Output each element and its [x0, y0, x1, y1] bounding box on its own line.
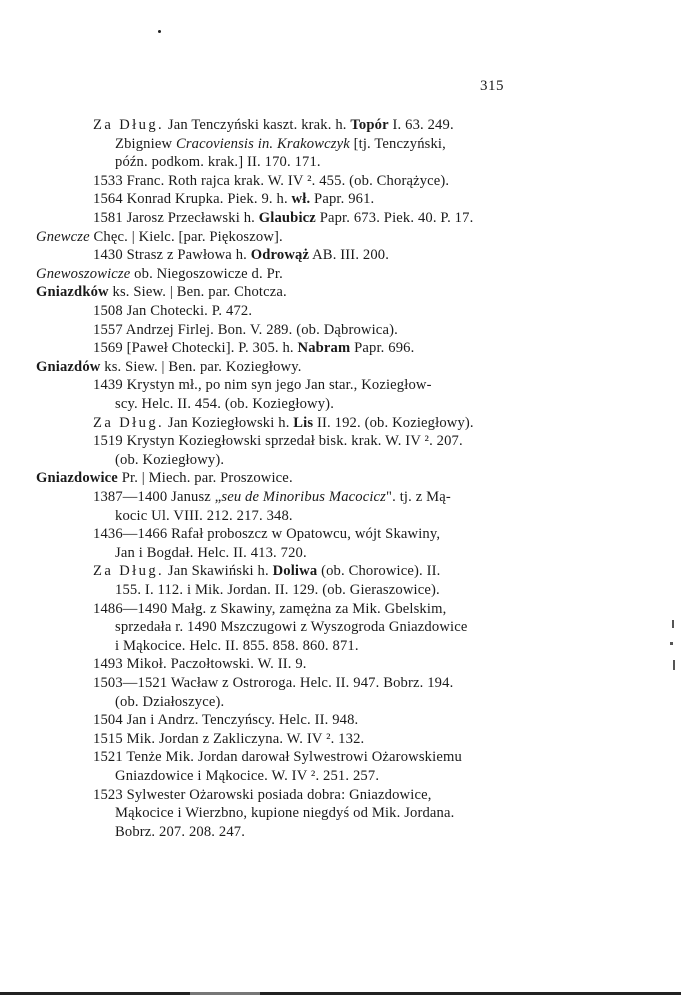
text-run: 1569 [Paweł Chotecki]. P. 305. h.	[93, 340, 298, 357]
text-line	[115, 451, 224, 469]
margin-scan-marks	[668, 620, 680, 680]
text-line	[93, 655, 307, 673]
text-run: ob. Niegoszowicze d. Pr.	[130, 265, 283, 282]
text-line	[115, 767, 379, 785]
text-line	[93, 488, 451, 506]
text-line	[36, 228, 283, 246]
text-line	[93, 321, 398, 339]
text-line	[93, 711, 358, 729]
text-line	[115, 395, 334, 413]
text-run: (ob. Działoszyce).	[115, 693, 225, 710]
text-run: 1387—1400 Janusz „	[93, 489, 222, 505]
text-line	[115, 135, 446, 153]
entry-heading: Glaubicz	[258, 210, 316, 226]
text-run: 1557 Andrzej Firlej. Bon. V. 289. (ob. Dąbrowica).	[93, 321, 398, 338]
text-run: 1515 Mik. Jordan z Zakliczyna. W. IV ². 132.	[93, 730, 365, 747]
text-run: 1508 Jan Chotecki. P. 472.	[93, 303, 253, 319]
text-run: Pr. | Miech. par. Proszowice.	[117, 470, 293, 487]
ink-dot	[158, 30, 161, 33]
text-run: 155. I. 112. i Mik. Jordan. II. 129. (ob. Gieraszowice).	[115, 582, 440, 598]
text-run: Papr. 961.	[310, 191, 375, 208]
text-line	[93, 674, 453, 692]
italic-term: Gnewoszowicze	[36, 265, 131, 282]
text-line	[93, 786, 432, 804]
text-line	[93, 562, 440, 580]
text-line	[93, 339, 414, 357]
text-line	[93, 246, 389, 264]
text-run: Chęc. | Kielc. [par. Piękoszow].	[89, 228, 283, 245]
text-line	[115, 544, 307, 562]
text-run: ". tj. z Mą-	[386, 489, 451, 505]
text-run: 1523 Sylwester Ożarowski posiada dobra: Gniazdowice,	[93, 786, 432, 803]
text-line	[115, 618, 467, 636]
text-line	[115, 507, 293, 525]
text-run: Bobrz. 207. 208. 247.	[115, 823, 246, 840]
text-run: 1581 Jarosz Przecławski h.	[93, 210, 259, 226]
text-run: (ob. Koziegłowy).	[115, 451, 225, 468]
text-line	[93, 414, 474, 432]
text-run: 1439 Krystyn mł., po nim syn jego Jan star., Koziegłow-	[93, 377, 432, 394]
text-line	[93, 600, 446, 618]
text-run: ks. Siew. | Ben. par. Koziegłowy.	[100, 358, 302, 375]
text-run: i Mąkocice. Helc. II. 855. 858. 860. 871.	[115, 637, 359, 654]
text-run: AB. III. 200.	[309, 247, 390, 264]
text-run: 1430 Strasz z Pawłowa h.	[93, 247, 251, 264]
text-line	[93, 190, 374, 208]
text-run: 1436—1466 Rafał proboszcz w Opatowcu, wójt Skawiny,	[93, 526, 441, 543]
text-line	[36, 283, 287, 301]
text-run: 1493 Mikoł. Paczołtowski. W. II. 9.	[93, 656, 307, 673]
text-line	[93, 302, 252, 320]
text-line	[93, 432, 463, 450]
entry-heading: Gniazdków	[36, 284, 109, 301]
text-line	[115, 153, 321, 171]
text-line	[93, 116, 454, 134]
text-run: 1503—1521 Wacław z Ostroroga. Helc. II. 947. Bobrz. 194.	[93, 675, 454, 691]
text-run: Papr. 696.	[350, 340, 415, 357]
text-line	[115, 581, 440, 599]
entry-heading: Nabram	[297, 340, 351, 357]
bottom-border	[0, 992, 681, 995]
text-run: (ob. Chorowice). II.	[317, 563, 441, 580]
text-run: 1504 Jan i Andrz. Tenczyńscy. Helc. II. 948.	[93, 712, 359, 729]
text-run: Jan Koziegłowski h.	[164, 414, 294, 431]
text-line	[115, 693, 224, 711]
text-line	[93, 172, 449, 190]
text-line	[93, 209, 473, 227]
text-run: późn. podkom. krak.] II. 170. 171.	[115, 154, 321, 171]
text-run: 1533 Franc. Roth rajca krak. W. IV ². 455. (ob. Chorążyce).	[93, 172, 450, 189]
text-line	[115, 804, 454, 822]
text-run: ks. Siew. | Ben. par. Chotcza.	[108, 284, 287, 301]
spaced-term: Za Dług.	[93, 563, 165, 580]
text-line	[115, 823, 245, 841]
text-run: 1486—1490 Małg. z Skawiny, zamężna za Mik. Gbelskim,	[93, 600, 447, 617]
text-run: Jan Tenczyński kaszt. krak. h.	[164, 117, 351, 133]
entry-heading: Gniazdów	[36, 358, 101, 375]
text-run: kocic Ul. VIII. 212. 217. 348.	[115, 507, 293, 524]
entry-heading: Lis	[293, 414, 314, 431]
text-run: 1519 Krystyn Koziegłowski sprzedał bisk. krak. W. IV ². 207.	[93, 433, 463, 450]
text-line	[115, 637, 359, 655]
text-line	[36, 469, 293, 487]
text-run: Papr. 673. Piek. 40. P. 17.	[315, 210, 474, 226]
text-run: Jan Skawiński h.	[164, 563, 273, 580]
entry-heading: wł.	[291, 191, 311, 208]
text-line	[93, 748, 462, 766]
entry-heading: Doliwa	[272, 563, 318, 580]
text-run: [tj. Tenczyński,	[349, 135, 446, 152]
text-run: Jan i Bogdał. Helc. II. 413. 720.	[115, 544, 307, 561]
text-line	[93, 730, 364, 748]
text-run: I. 63. 249.	[388, 117, 454, 133]
italic-term: Cracoviensis in. Krakowczyk	[175, 135, 350, 152]
text-run: scy. Helc. II. 454. (ob. Koziegłowy).	[115, 396, 334, 412]
text-line	[93, 376, 432, 394]
spaced-term: Za Dług.	[93, 414, 165, 431]
text-run: Gniazdowice i Mąkocice. W. IV ². 251. 257.	[115, 768, 380, 784]
text-line	[36, 358, 302, 376]
page-number: 315	[480, 78, 504, 94]
spaced-term: Za Dług.	[93, 117, 165, 133]
entry-heading: Odrowąż	[250, 247, 310, 264]
text-run: 1564 Konrad Krupka. Piek. 9. h.	[93, 191, 292, 208]
text-run: sprzedała r. 1490 Mszczugowi z Wyszogroda Gniazdowice	[115, 619, 468, 636]
text-line	[93, 525, 440, 543]
text-run: 1521 Tenże Mik. Jordan darował Sylwestrowi Ożarowskiemu	[93, 749, 462, 766]
text-run: Mąkocice i Wierzbno, kupione niegdyś od Mik. Jordana.	[115, 805, 455, 822]
italic-term: seu de Minoribus Macocicz	[221, 489, 387, 505]
text-run: II. 192. (ob. Koziegłowy).	[313, 414, 474, 431]
text-run: Zbigniew	[115, 135, 176, 152]
text-line	[36, 265, 283, 283]
italic-term: Gnewcze	[36, 228, 90, 245]
entry-heading: Topór	[350, 117, 389, 133]
entry-heading: Gniazdowice	[36, 470, 118, 487]
